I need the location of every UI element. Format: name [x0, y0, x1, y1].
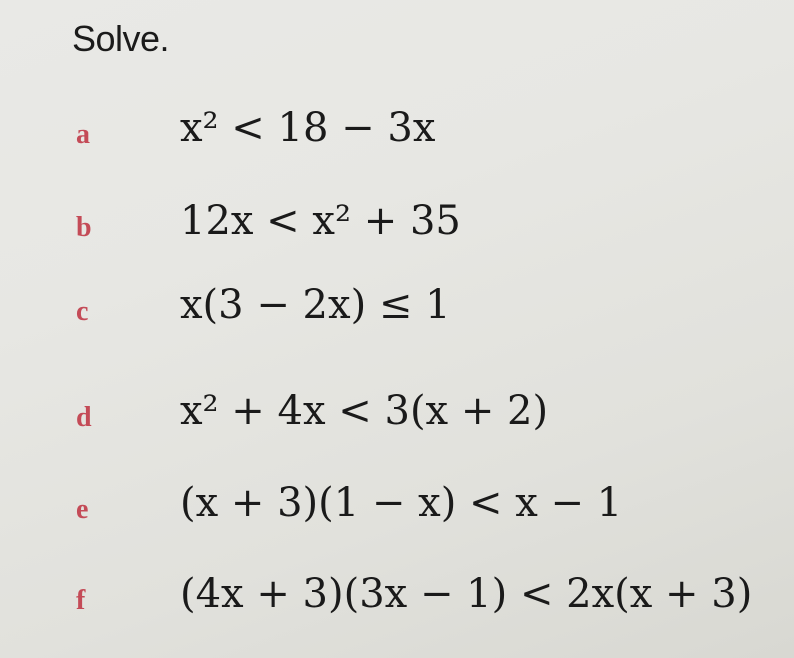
- problem-label: d: [76, 402, 92, 433]
- problem-label: e: [76, 494, 89, 525]
- inequality-expression: (x + 3)(1 − x) < x − 1: [180, 480, 623, 526]
- problem-f: [0, 569, 794, 639]
- inequality-expression: 12x < x² + 35: [180, 198, 461, 244]
- problem-e: [0, 478, 794, 548]
- problem-d: [0, 386, 794, 456]
- problem-label: c: [76, 296, 89, 327]
- inequality-expression: x² < 18 − 3x: [180, 105, 436, 151]
- problem-c: [0, 280, 794, 350]
- instruction-heading: Solve.: [72, 18, 170, 59]
- inequality-expression: (4x + 3)(3x − 1) < 2x(x + 3): [180, 571, 753, 617]
- problem-label: f: [76, 585, 86, 616]
- problem-label: a: [76, 119, 90, 150]
- problem-label: b: [76, 212, 92, 243]
- problem-b: [0, 196, 794, 266]
- problem-a: [0, 103, 794, 173]
- inequality-expression: x(3 − 2x) ≤ 1: [180, 282, 451, 328]
- inequality-expression: x² + 4x < 3(x + 2): [180, 388, 549, 434]
